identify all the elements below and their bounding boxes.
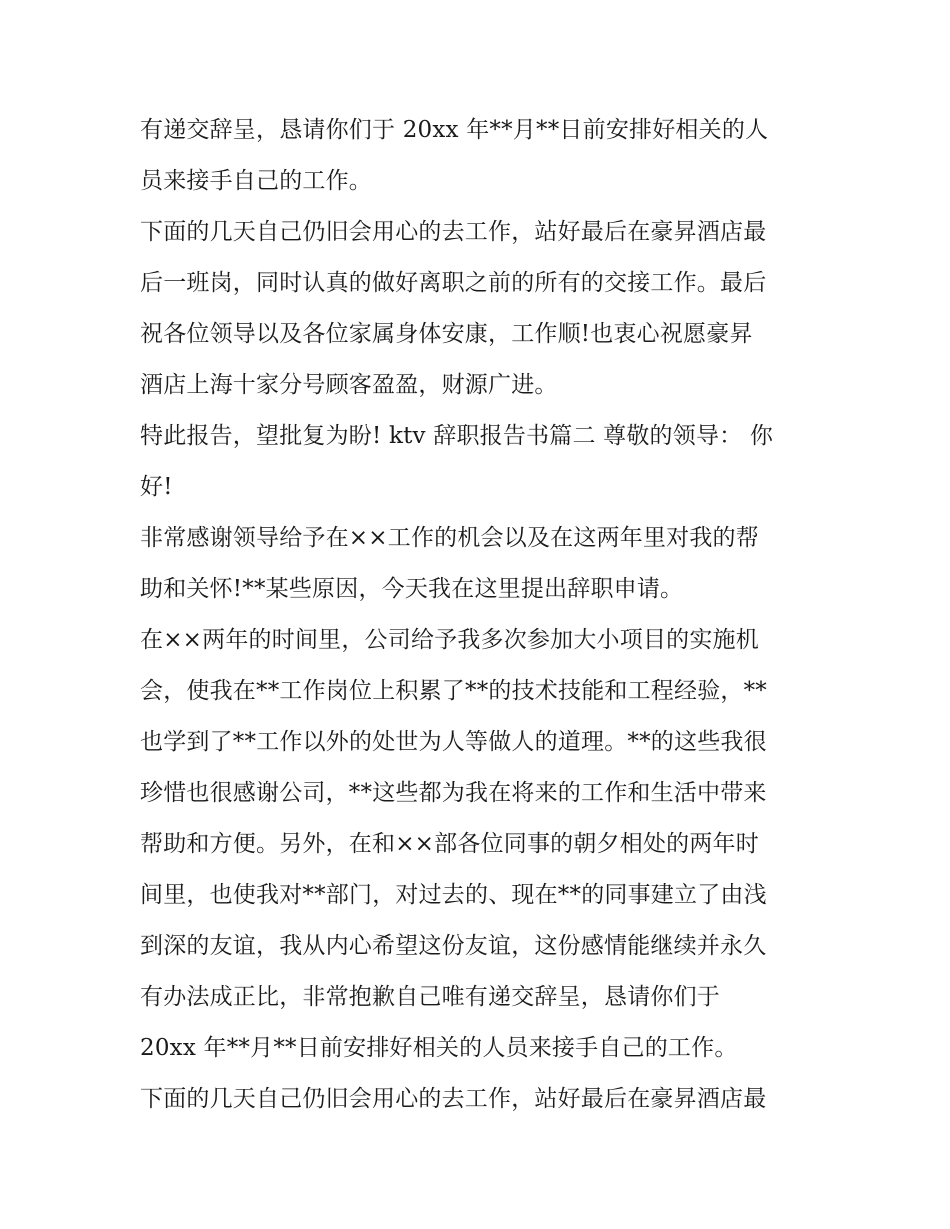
- document-body: [140, 105, 820, 1125]
- text-line: 特此报告，望批复为盼! ktv 辞职报告书篇二 尊敬的领导： 你: [140, 423, 774, 449]
- text-line: 下面的几天自己仍旧会用心的去工作，站好最后在豪昇酒店最: [140, 219, 767, 245]
- text-line: 非常感谢领导给予在××工作的机会以及在这两年里对我的帮: [140, 525, 759, 551]
- text-line: 有办法成正比，非常抱歉自己唯有递交辞呈，恳请你们于: [140, 984, 720, 1010]
- text-line: 珍惜也很感谢公司，**这些都为我在将来的工作和生活中带来: [140, 780, 767, 806]
- text-line: 助和关怀!**某些原因，今天我在这里提出辞职申请。: [140, 576, 684, 602]
- text-line: 到深的友谊，我从内心希望这份友谊，这份感情能继续并永久: [140, 933, 767, 959]
- text-line: 有递交辞呈，恳请你们于 20xx 年**月**日前安排好相关的人: [140, 117, 769, 143]
- text-line: 酒店上海十家分号顾客盈盈，财源广进。: [140, 372, 558, 398]
- text-line: 20xx 年**月**日前安排好相关的人员来接手自己的工作。: [140, 1035, 738, 1061]
- text-line: 帮助和方便。另外，在和××部各位同事的朝夕相处的两年时: [140, 831, 759, 857]
- text-line: 好!: [140, 474, 173, 500]
- text-line: 祝各位领导以及各位家属身体安康，工作顺!也衷心祝愿豪昇: [140, 321, 753, 347]
- text-line: 会，使我在**工作岗位上积累了**的技术技能和工程经验，**: [140, 678, 767, 704]
- text-line: 员来接手自己的工作。: [140, 168, 372, 194]
- text-line: 后一班岗，同时认真的做好离职之前的所有的交接工作。最后: [140, 270, 767, 296]
- text-line: 也学到了**工作以外的处世为人等做人的道理。**的这些我很: [140, 729, 767, 755]
- text-line: 在××两年的时间里，公司给予我多次参加大小项目的实施机: [140, 627, 759, 653]
- text-line: 间里，也使我对**部门，对过去的、现在**的同事建立了由浅: [140, 882, 767, 908]
- text-line: 下面的几天自己仍旧会用心的去工作，站好最后在豪昇酒店最: [140, 1086, 767, 1112]
